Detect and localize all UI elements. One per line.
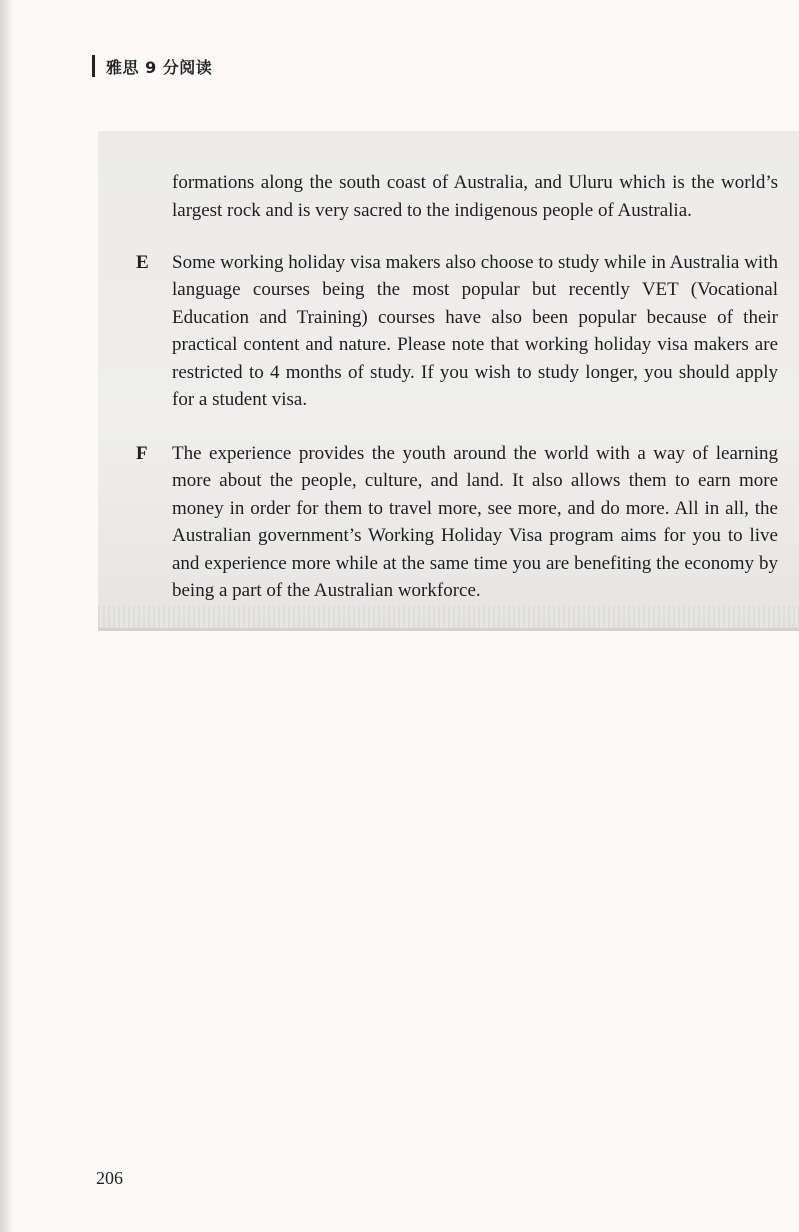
reading-passage-box — [98, 131, 799, 631]
continuation-paragraph: formations along the south coast of Australia, and Uluru which is the world’s largest rock and is very sacred to the indigenous people of Australia. — [172, 172, 778, 221]
paragraph-e — [136, 249, 778, 413]
page-spine-shadow — [0, 0, 14, 1232]
paragraph-text: Some working holiday visa makers also choose to study while in Australia with language courses being the most popular but recently VET (Vocational Education and Training) courses have also been popular because of their practical content and nature. Please note that working holiday visa makers are restricted to 4 months of study. If you wish to study longer, you should apply for a student visa. — [172, 252, 778, 411]
paragraph-letter: E — [136, 252, 149, 273]
running-head — [92, 54, 212, 78]
paragraph-text: The experience provides the youth around the world with a way of learning more about the people, culture, and land. It also allows them to earn more money in order for them to travel more, see more, and do more. All in all, the Australian government’s Working Holiday Visa program aims for you to live and experience more while at the same time you are benefiting the economy by being a part of the Australian workforce. — [172, 443, 778, 602]
running-head-bar — [92, 55, 95, 77]
paragraph-f — [136, 440, 778, 604]
running-title: 雅思 9 分阅读 — [106, 57, 213, 77]
page-number: 206 — [96, 1168, 123, 1188]
paragraph-letter: F — [136, 443, 148, 464]
